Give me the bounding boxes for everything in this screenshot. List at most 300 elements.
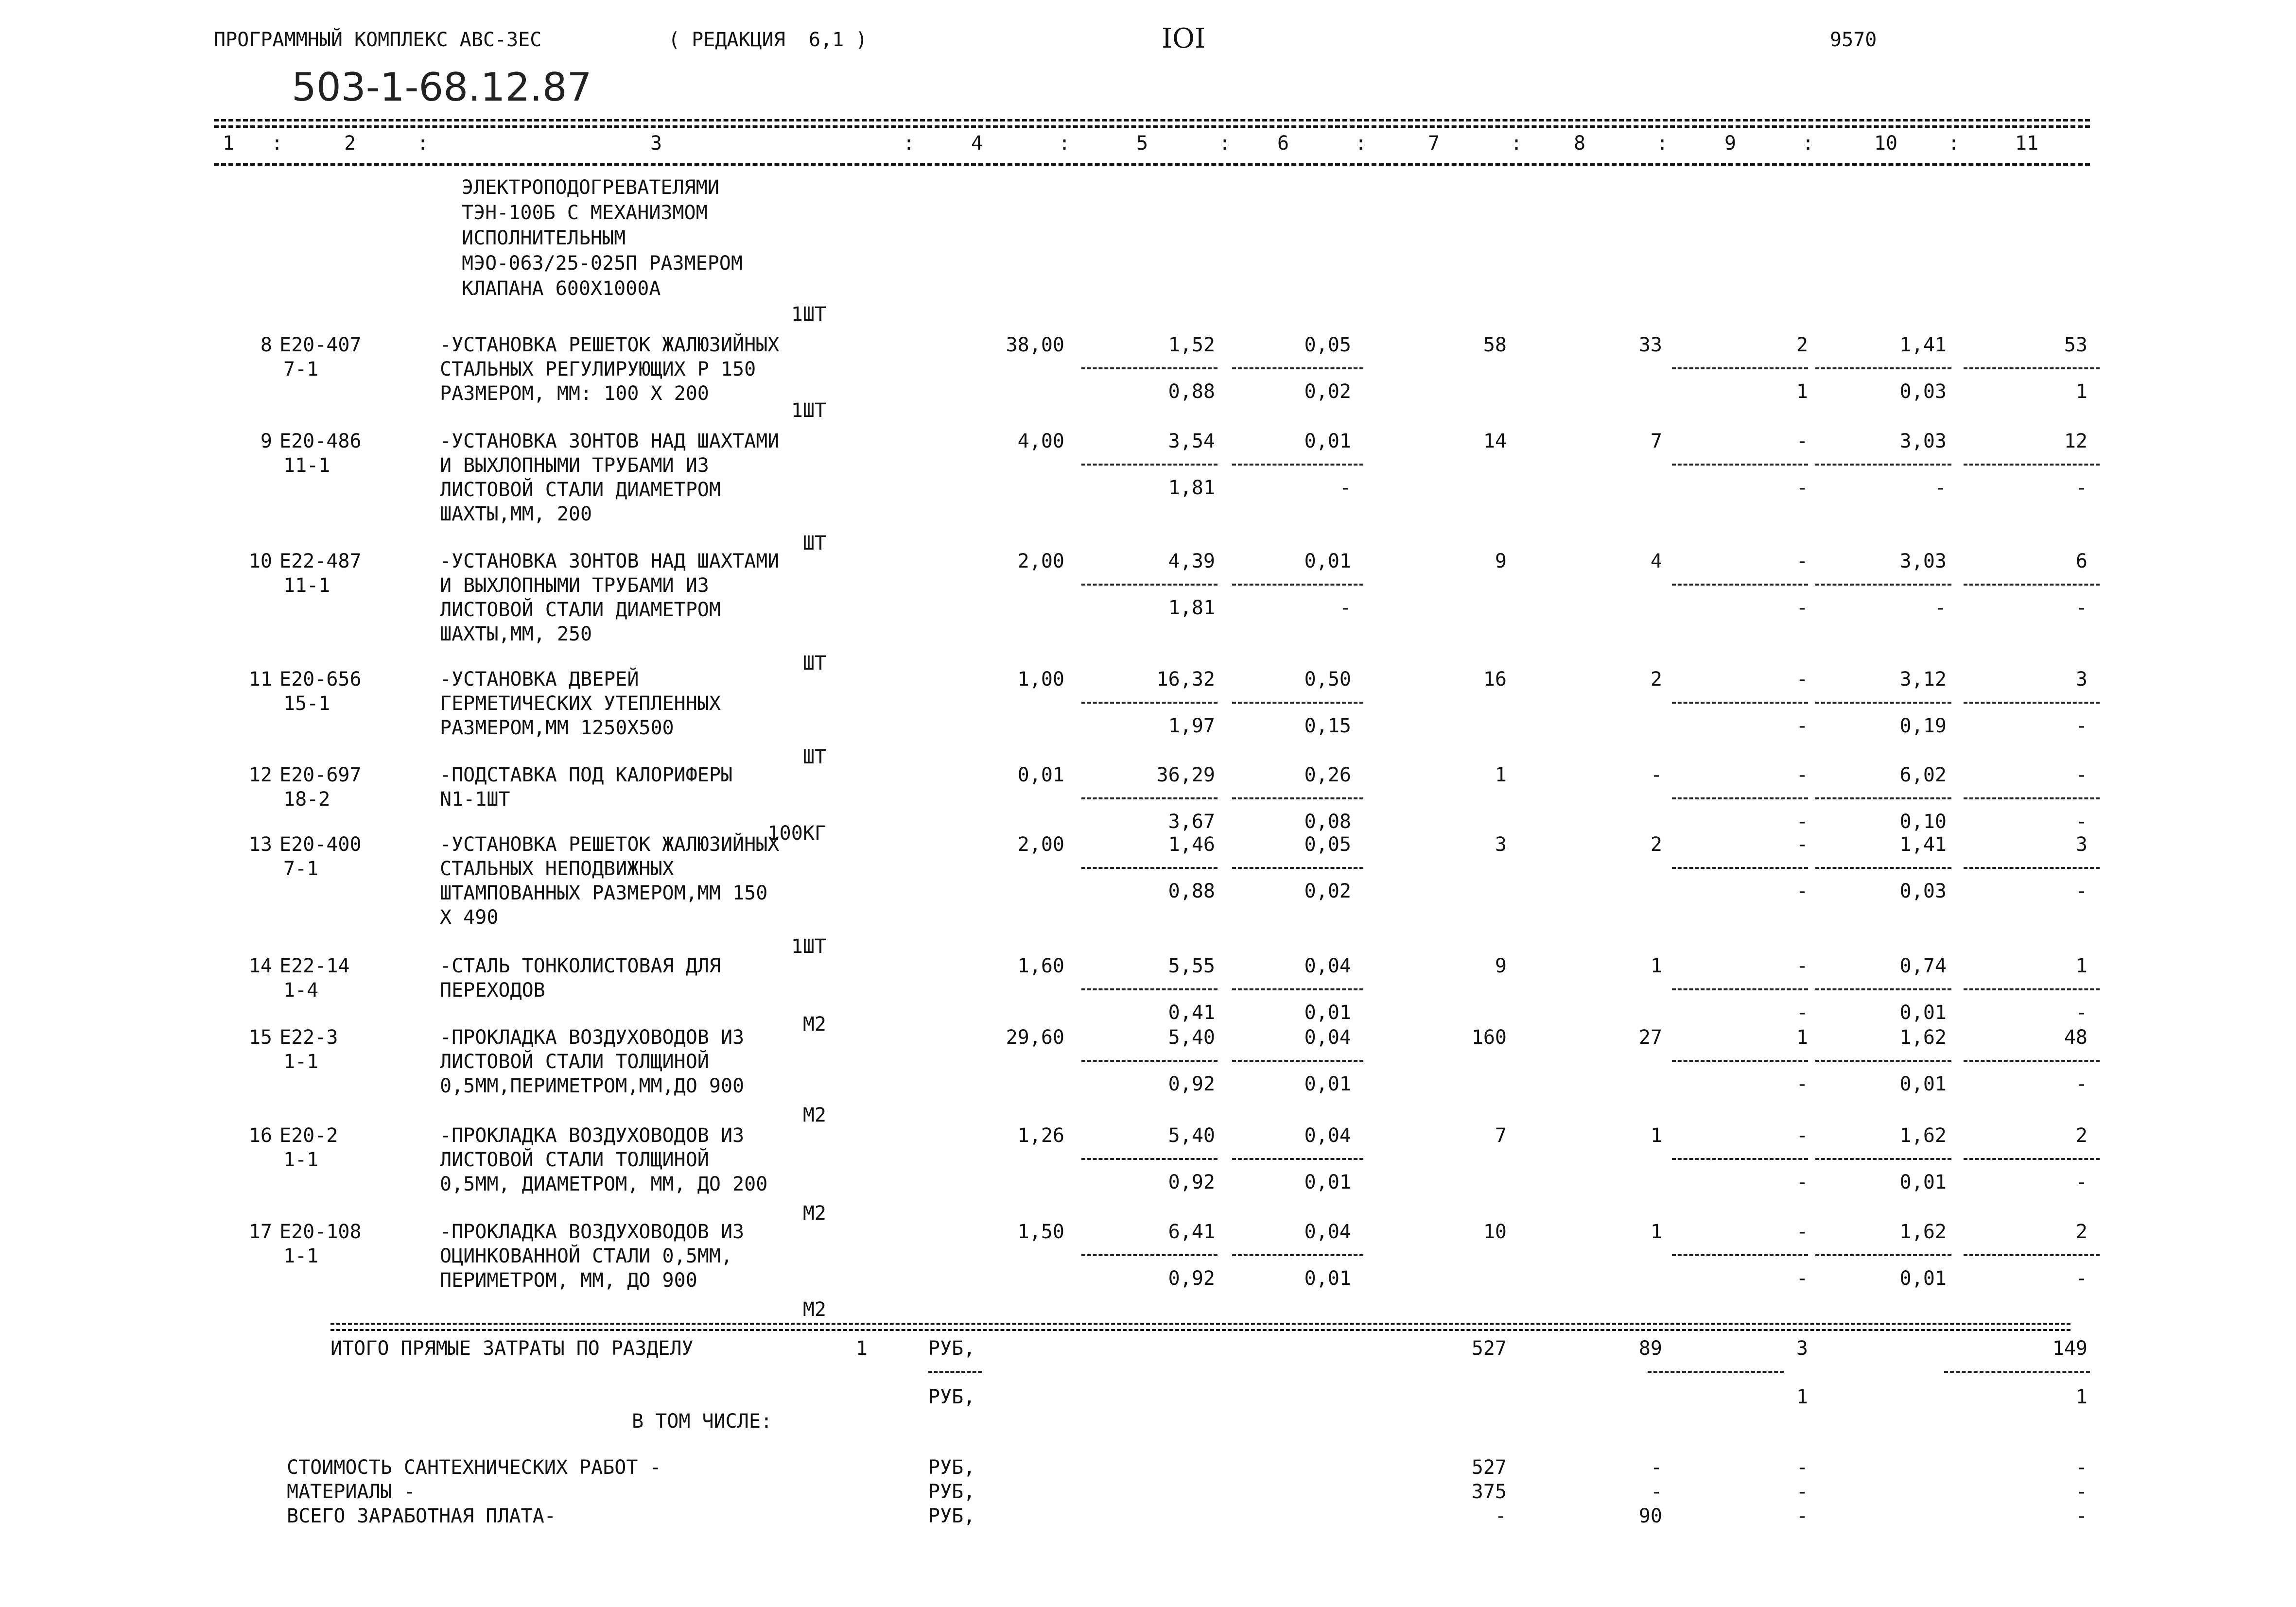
column-header: :: [1058, 132, 1071, 155]
fraction-line-c5: [1081, 1060, 1218, 1062]
work-description: ШАХТЫ,ММ, 200: [440, 503, 592, 525]
fraction-line-c10: [1815, 1158, 1951, 1160]
intro-line: ТЭН-100Б С МЕХАНИЗМОМ: [462, 202, 708, 224]
value-c11b: -: [2075, 597, 2087, 619]
value-c9b: -: [1796, 1267, 1808, 1290]
work-description: -СТАЛЬ ТОНКОЛИСТОВАЯ ДЛЯ: [440, 955, 721, 977]
unit-label: ШТ: [802, 652, 826, 674]
column-header: 3: [650, 132, 662, 155]
fraction-line-c6: [1232, 797, 1363, 799]
value-c10b: 0,01: [1899, 1002, 1947, 1024]
column-header: 1: [222, 132, 235, 155]
fraction-line-c10: [1815, 584, 1951, 586]
totals-unit: РУБ,: [928, 1337, 975, 1360]
row-number: 9: [260, 430, 272, 452]
value-c8: 2: [1650, 833, 1662, 856]
value-c10b: 0,03: [1899, 880, 1947, 902]
value-c9: -: [1796, 1124, 1808, 1147]
norm-code: Е20-108: [279, 1221, 362, 1243]
value-c9: -: [1796, 764, 1808, 786]
norm-code: Е22-487: [279, 550, 362, 572]
value-c6: 0,01: [1304, 550, 1351, 572]
value-c10b: 0,10: [1899, 811, 1947, 833]
norm-subcode: 11-1: [283, 574, 330, 597]
fraction-line-c9: [1672, 988, 1808, 990]
value-c11b: -: [2075, 811, 2087, 833]
value-c9: -: [1796, 833, 1808, 856]
value-c10: 0,74: [1899, 955, 1947, 977]
value-c11: 53: [2064, 334, 2087, 356]
fraction-line-c6: [1232, 367, 1363, 369]
value-c9: -: [1796, 1221, 1808, 1243]
value-c9: 1: [1796, 1026, 1808, 1049]
fraction-line-c6: [1232, 988, 1363, 990]
work-description: -ПОДСТАВКА ПОД КАЛОРИФЕРЫ: [440, 764, 733, 786]
summary-c11: -: [2075, 1456, 2087, 1479]
fraction-line-c10: [1815, 1060, 1951, 1062]
norm-subcode: 15-1: [283, 692, 330, 715]
value-c6: 0,01: [1304, 430, 1351, 452]
fraction-line-c10: [1815, 702, 1951, 704]
totals-label: ИТОГО ПРЯМЫЕ ЗАТРАТЫ ПО РАЗДЕЛУ: [330, 1337, 694, 1360]
norm-subcode: 11-1: [283, 454, 330, 477]
value-c5: 1,46: [1168, 833, 1215, 856]
fraction-line-c5: [1081, 988, 1218, 990]
summary-unit: РУБ,: [928, 1505, 975, 1527]
value-c6b: 0,02: [1304, 880, 1351, 902]
column-header: :: [417, 132, 429, 155]
fraction-line-c10: [1815, 367, 1951, 369]
value-c9b: -: [1796, 477, 1808, 499]
fraction-line-c10: [1815, 464, 1951, 466]
fraction-line-c11: [1964, 867, 2100, 869]
value-c5: 5,40: [1168, 1026, 1215, 1049]
column-header: 8: [1573, 132, 1586, 155]
fraction-line-c10: [1815, 988, 1951, 990]
fraction-line-c11: [1964, 988, 2100, 990]
fraction-line-c5: [1081, 702, 1218, 704]
value-c10: 1,62: [1899, 1026, 1947, 1049]
value-c9b: -: [1796, 1073, 1808, 1095]
value-c11: 3: [2075, 833, 2087, 856]
fraction-line-c9: [1672, 797, 1808, 799]
summary-c9: -: [1796, 1481, 1808, 1503]
value-c6: 0,04: [1304, 1221, 1351, 1243]
work-description: РАЗМЕРОМ,ММ 1250Х500: [440, 717, 674, 739]
value-c11: 6: [2075, 550, 2087, 572]
value-c9: -: [1796, 955, 1808, 977]
fraction-line-c11: [1964, 702, 2100, 704]
value-c8: 27: [1638, 1026, 1662, 1049]
column-header: :: [271, 132, 283, 155]
value-c5b: 0,88: [1168, 380, 1215, 403]
value-c10: 1,41: [1899, 833, 1947, 856]
unit-label: 1ШТ: [791, 399, 826, 422]
value-c6: 0,50: [1304, 668, 1351, 691]
quantity-value: 1,50: [1017, 1221, 1064, 1243]
value-c6: 0,26: [1304, 764, 1351, 786]
value-c11b: -: [2075, 715, 2087, 737]
norm-subcode: 1-1: [283, 1149, 319, 1171]
value-c5b: 0,92: [1168, 1171, 1215, 1193]
fraction-line-c9: [1672, 464, 1808, 466]
summary-c8: 90: [1638, 1505, 1662, 1527]
column-header: :: [1510, 132, 1523, 155]
norm-code: Е20-400: [279, 833, 362, 856]
fraction-line-c11: [1964, 464, 2100, 466]
totals-c8: 89: [1638, 1337, 1662, 1360]
summary-c9: -: [1796, 1505, 1808, 1527]
value-c11: 2: [2075, 1221, 2087, 1243]
value-c10: 3,12: [1899, 668, 1947, 691]
work-description: СТАЛЬНЫХ РЕГУЛИРУЮЩИХ Р 150: [440, 358, 756, 380]
fraction-line-c6: [1232, 702, 1363, 704]
value-c5b: 1,81: [1168, 477, 1215, 499]
totals-c9-line: [1648, 1371, 1784, 1373]
summary-label: СТОИМОСТЬ САНТЕХНИЧЕСКИХ РАБОТ -: [287, 1456, 661, 1479]
value-c6b: 0,15: [1304, 715, 1351, 737]
work-description: ШТАМПОВАННЫХ РАЗМЕРОМ,ММ 150: [440, 882, 768, 904]
value-c10b: 0,01: [1899, 1171, 1947, 1193]
column-header: 10: [1874, 132, 1898, 155]
fraction-line-c11: [1964, 1254, 2100, 1256]
value-c6: 0,05: [1304, 833, 1351, 856]
fraction-line-c11: [1964, 797, 2100, 799]
unit-label: М2: [802, 1202, 826, 1225]
value-c8: 4: [1650, 550, 1662, 572]
value-c10b: 0,01: [1899, 1073, 1947, 1095]
value-c10: 1,62: [1899, 1124, 1947, 1147]
summary-c11: -: [2075, 1505, 2087, 1527]
fraction-line-c11: [1964, 1158, 2100, 1160]
value-c7: 3: [1495, 833, 1507, 856]
work-description: -УСТАНОВКА ЗОНТОВ НАД ШАХТАМИ: [440, 550, 780, 572]
value-c5: 16,32: [1156, 668, 1215, 691]
value-c9: 2: [1796, 334, 1808, 356]
value-c5b: 0,41: [1168, 1002, 1215, 1024]
work-description: ГЕРМЕТИЧЕСКИХ УТЕПЛЕННЫХ: [440, 692, 721, 715]
value-c8: 7: [1650, 430, 1662, 452]
norm-code: Е20-697: [279, 764, 362, 786]
work-description: Х 490: [440, 906, 499, 929]
norm-subcode: 7-1: [283, 858, 319, 880]
column-header: :: [903, 132, 915, 155]
row-number: 12: [248, 764, 272, 786]
value-c6b: 0,01: [1304, 1002, 1351, 1024]
work-description: И ВЫХЛОПНЫМИ ТРУБАМИ ИЗ: [440, 574, 709, 597]
intro-line: ЭЛЕКТРОПОДОГРЕВАТЕЛЯМИ: [462, 176, 719, 199]
work-description: -ПРОКЛАДКА ВОЗДУХОВОДОВ ИЗ: [440, 1124, 745, 1147]
row-number: 17: [248, 1221, 272, 1243]
totals-c11b: 1: [2075, 1386, 2087, 1408]
fraction-line-c9: [1672, 1158, 1808, 1160]
value-c6b: 0,01: [1304, 1267, 1351, 1290]
summary-label: МАТЕРИАЛЫ -: [287, 1481, 416, 1503]
fraction-line-c6: [1232, 464, 1363, 466]
quantity-value: 38,00: [1006, 334, 1064, 356]
value-c6b: 0,01: [1304, 1073, 1351, 1095]
value-c5b: 3,67: [1168, 811, 1215, 833]
work-description: РАЗМЕРОМ, ММ: 100 Х 200: [440, 382, 709, 405]
norm-code: Е22-14: [279, 955, 350, 977]
norm-subcode: 1-4: [283, 979, 319, 1002]
value-c6: 0,04: [1304, 955, 1351, 977]
work-description: 0,5ММ, ДИАМЕТРОМ, ММ, ДО 200: [440, 1173, 768, 1195]
value-c10b: 0,03: [1899, 380, 1947, 403]
header-rule-top: [214, 119, 2090, 121]
value-c11: 3: [2075, 668, 2087, 691]
work-description: ПЕРЕХОДОВ: [440, 979, 545, 1002]
value-c6b: 0,02: [1304, 380, 1351, 403]
quantity-value: 1,00: [1017, 668, 1064, 691]
including-label: В ТОМ ЧИСЛЕ:: [632, 1410, 772, 1433]
row-number: 16: [248, 1124, 272, 1147]
fraction-line-c9: [1672, 1254, 1808, 1256]
value-c7: 10: [1483, 1221, 1507, 1243]
value-c11b: 1: [2075, 380, 2087, 403]
norm-subcode: 18-2: [283, 788, 330, 811]
value-c8: 2: [1650, 668, 1662, 691]
value-c9: -: [1796, 668, 1808, 691]
work-description: ОЦИНКОВАННОЙ СТАЛИ 0,5ММ,: [440, 1245, 733, 1267]
norm-code: Е22-3: [279, 1026, 338, 1049]
work-description: СТАЛЬНЫХ НЕПОДВИЖНЫХ: [440, 858, 674, 880]
quantity-value: 4,00: [1017, 430, 1064, 452]
fraction-line-c10: [1815, 1254, 1951, 1256]
work-description: -ПРОКЛАДКА ВОЗДУХОВОДОВ ИЗ: [440, 1221, 745, 1243]
fraction-line-c5: [1081, 797, 1218, 799]
value-c5b: 0,92: [1168, 1267, 1215, 1290]
work-description: -УСТАНОВКА РЕШЕТОК ЖАЛЮЗИЙНЫХ: [440, 833, 780, 856]
value-c11: 1: [2075, 955, 2087, 977]
summary-c7: -: [1495, 1505, 1507, 1527]
value-c11b: -: [2075, 1267, 2087, 1290]
value-c8: 33: [1638, 334, 1662, 356]
value-c6b: 0,08: [1304, 811, 1351, 833]
summary-unit: РУБ,: [928, 1456, 975, 1479]
value-c10b: -: [1934, 597, 1947, 619]
totals-rule: [330, 1323, 2070, 1325]
value-c11b: -: [2075, 1002, 2087, 1024]
unit-label: ШТ: [802, 532, 826, 554]
value-c5: 6,41: [1168, 1221, 1215, 1243]
norm-subcode: 7-1: [283, 358, 319, 380]
work-description: И ВЫХЛОПНЫМИ ТРУБАМИ ИЗ: [440, 454, 709, 477]
summary-c7: 375: [1471, 1481, 1507, 1503]
value-c5b: 1,97: [1168, 715, 1215, 737]
intro-line: ИСПОЛНИТЕЛЬНЫМ: [462, 227, 626, 249]
summary-c11: -: [2075, 1481, 2087, 1503]
fraction-line-c9: [1672, 867, 1808, 869]
fraction-line-c9: [1672, 702, 1808, 704]
intro-line: КЛАПАНА 600Х1000А: [462, 277, 661, 300]
document-code: 9570: [1830, 29, 1877, 51]
program-title: ПРОГРАММНЫЙ КОМПЛЕКС АВС-3ЕС: [214, 29, 542, 51]
summary-c8: -: [1650, 1481, 1662, 1503]
value-c5b: 1,81: [1168, 597, 1215, 619]
column-header: 9: [1724, 132, 1737, 155]
fraction-line-c9: [1672, 1060, 1808, 1062]
summary-unit: РУБ,: [928, 1481, 975, 1503]
value-c9b: -: [1796, 1002, 1808, 1024]
value-c10: 1,41: [1899, 334, 1947, 356]
column-header: 6: [1277, 132, 1289, 155]
fraction-line-c5: [1081, 584, 1218, 586]
value-c5: 3,54: [1168, 430, 1215, 452]
value-c9: -: [1796, 430, 1808, 452]
unit-label: 1ШТ: [791, 303, 826, 326]
fraction-line-c10: [1815, 867, 1951, 869]
unit-label: 100КГ: [767, 822, 826, 845]
value-c7: 1: [1495, 764, 1507, 786]
totals-c7: 527: [1471, 1337, 1507, 1360]
value-c8: 1: [1650, 1124, 1662, 1147]
page-number: IOI: [1162, 23, 1206, 54]
value-c11: 2: [2075, 1124, 2087, 1147]
value-c11: -: [2075, 764, 2087, 786]
work-description: -УСТАНОВКА ДВЕРЕЙ: [440, 668, 639, 691]
norm-code: Е20-407: [279, 334, 362, 356]
value-c6: 0,04: [1304, 1124, 1351, 1147]
edition-label: ( РЕДАКЦИЯ 6,1 ): [668, 29, 868, 51]
column-header: 11: [2015, 132, 2039, 155]
summary-c9: -: [1796, 1456, 1808, 1479]
value-c9b: -: [1796, 715, 1808, 737]
value-c7: 16: [1483, 668, 1507, 691]
value-c5: 5,55: [1168, 955, 1215, 977]
unit-label: М2: [802, 1104, 826, 1126]
value-c10: 6,02: [1899, 764, 1947, 786]
value-c11b: -: [2075, 1171, 2087, 1193]
value-c8: -: [1650, 764, 1662, 786]
fraction-line-c6: [1232, 1158, 1363, 1160]
fraction-line-c5: [1081, 464, 1218, 466]
totals-rule-2: [330, 1329, 2070, 1331]
value-c6: 0,04: [1304, 1026, 1351, 1049]
value-c5: 1,52: [1168, 334, 1215, 356]
work-description: 0,5ММ,ПЕРИМЕТРОМ,ММ,ДО 900: [440, 1075, 745, 1097]
work-description: -ПРОКЛАДКА ВОЗДУХОВОДОВ ИЗ: [440, 1026, 745, 1049]
row-number: 15: [248, 1026, 272, 1049]
totals-c11: 149: [2052, 1337, 2087, 1360]
column-header: 7: [1427, 132, 1440, 155]
quantity-value: 29,60: [1006, 1026, 1064, 1049]
totals-c9b: 1: [1796, 1386, 1808, 1408]
quantity-value: 1,26: [1017, 1124, 1064, 1147]
norm-code: Е20-486: [279, 430, 362, 452]
norm-code: Е20-656: [279, 668, 362, 691]
value-c10: 3,03: [1899, 550, 1947, 572]
value-c11b: -: [2075, 1073, 2087, 1095]
value-c11b: -: [2075, 880, 2087, 902]
work-description: -УСТАНОВКА ЗОНТОВ НАД ШАХТАМИ: [440, 430, 780, 452]
quantity-value: 2,00: [1017, 550, 1064, 572]
summary-c8: -: [1650, 1456, 1662, 1479]
fraction-line-c10: [1815, 797, 1951, 799]
row-number: 13: [248, 833, 272, 856]
value-c7: 58: [1483, 334, 1507, 356]
quantity-value: 2,00: [1017, 833, 1064, 856]
fraction-line-c5: [1081, 1254, 1218, 1256]
value-c9b: 1: [1796, 380, 1808, 403]
value-c6b: -: [1339, 597, 1351, 619]
fraction-line-c6: [1232, 1060, 1363, 1062]
unit-label: М2: [802, 1298, 826, 1321]
quantity-value: 1,60: [1017, 955, 1064, 977]
value-c5b: 0,92: [1168, 1073, 1215, 1095]
value-c11b: -: [2075, 477, 2087, 499]
value-c10b: 0,19: [1899, 715, 1947, 737]
header-rule-mid: [214, 125, 2090, 128]
fraction-line-c6: [1232, 1254, 1363, 1256]
row-number: 8: [260, 334, 272, 356]
fraction-line-c5: [1081, 1158, 1218, 1160]
work-description: -УСТАНОВКА РЕШЕТОК ЖАЛЮЗИЙНЫХ: [440, 334, 780, 356]
work-description: ПЕРИМЕТРОМ, ММ, ДО 900: [440, 1269, 697, 1292]
row-number: 10: [248, 550, 272, 572]
value-c10: 1,62: [1899, 1221, 1947, 1243]
totals-unit-line: [928, 1371, 982, 1373]
value-c9: -: [1796, 550, 1808, 572]
handwritten-number: 503-1-68.12.87: [292, 65, 592, 110]
fraction-line-c6: [1232, 867, 1363, 869]
work-description: ЛИСТОВОЙ СТАЛИ ТОЛЩИНОЙ: [440, 1149, 709, 1171]
column-header: :: [1948, 132, 1960, 155]
fraction-line-c9: [1672, 367, 1808, 369]
totals-c9: 3: [1796, 1337, 1808, 1360]
quantity-value: 0,01: [1017, 764, 1064, 786]
value-c11: 12: [2064, 430, 2087, 452]
value-c7: 14: [1483, 430, 1507, 452]
value-c9b: -: [1796, 880, 1808, 902]
column-header: :: [1802, 132, 1814, 155]
header-rule-bottom: [214, 163, 2090, 166]
value-c11: 48: [2064, 1026, 2087, 1049]
value-c7: 9: [1495, 955, 1507, 977]
column-header: 4: [971, 132, 983, 155]
totals-c11-line: [1944, 1371, 2090, 1373]
value-c8: 1: [1650, 955, 1662, 977]
work-description: ШАХТЫ,ММ, 250: [440, 623, 592, 645]
value-c6b: 0,01: [1304, 1171, 1351, 1193]
row-number: 14: [248, 955, 272, 977]
fraction-line-c11: [1964, 584, 2100, 586]
norm-subcode: 1-1: [283, 1051, 319, 1073]
value-c10b: 0,01: [1899, 1267, 1947, 1290]
value-c5: 4,39: [1168, 550, 1215, 572]
totals-section: 1: [855, 1337, 868, 1360]
value-c7: 7: [1495, 1124, 1507, 1147]
summary-c7: 527: [1471, 1456, 1507, 1479]
summary-label: ВСЕГО ЗАРАБОТНАЯ ПЛАТА-: [287, 1505, 556, 1527]
value-c10b: -: [1934, 477, 1947, 499]
fraction-line-c5: [1081, 867, 1218, 869]
value-c10: 3,03: [1899, 430, 1947, 452]
value-c7: 160: [1471, 1026, 1507, 1049]
value-c7: 9: [1495, 550, 1507, 572]
column-header: 2: [344, 132, 356, 155]
work-description: ЛИСТОВОЙ СТАЛИ ДИАМЕТРОМ: [440, 479, 721, 501]
row-number: 11: [248, 668, 272, 691]
value-c9b: -: [1796, 597, 1808, 619]
fraction-line-c6: [1232, 584, 1363, 586]
fraction-line-c5: [1081, 367, 1218, 369]
column-header: :: [1355, 132, 1367, 155]
work-description: ЛИСТОВОЙ СТАЛИ ДИАМЕТРОМ: [440, 599, 721, 621]
fraction-line-c11: [1964, 367, 2100, 369]
unit-label: 1ШТ: [791, 935, 826, 958]
intro-line: МЭО-063/25-025П РАЗМЕРОМ: [462, 252, 743, 275]
